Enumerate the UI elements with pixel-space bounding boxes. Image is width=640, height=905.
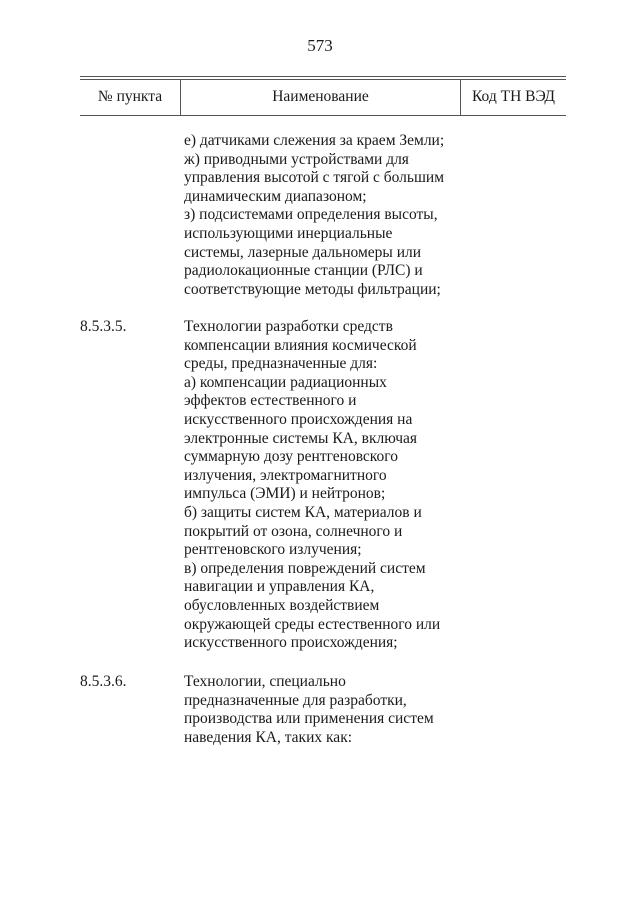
header-code: Код ТН ВЭД bbox=[471, 88, 555, 105]
text-line: искусственного происхождения на bbox=[184, 410, 413, 428]
text-line: электронные системы КА, включая bbox=[184, 429, 417, 447]
text-line: а) компенсации радиационных bbox=[184, 373, 387, 391]
text-line: б) защиты систем КА, материалов и bbox=[184, 503, 422, 521]
text-line: покрытий от озона, солнечного и bbox=[184, 522, 403, 540]
text-line: окружающей среды естественного или bbox=[184, 615, 441, 633]
text-line: Технологии, специально bbox=[184, 673, 346, 690]
entry-number: 8.5.3.6. bbox=[80, 673, 127, 690]
text-line: Технологии разработки средств bbox=[184, 318, 393, 335]
page-number: 573 bbox=[307, 36, 333, 55]
table-top-rule bbox=[80, 76, 566, 77]
text-line: е) датчиками слежения за краем Земли; bbox=[184, 132, 445, 149]
text-line: рентгеновского излучения; bbox=[184, 541, 362, 559]
text-line: предназначенные для разработки, bbox=[184, 691, 407, 709]
text-line: ж) приводными устройствами для bbox=[184, 150, 409, 168]
text-line: импульса (ЭМИ) и нейтронов; bbox=[184, 485, 386, 503]
text-line: суммарную дозу рентгеновского bbox=[184, 448, 399, 466]
text-line: управления высотой с тягой с большим bbox=[184, 169, 445, 187]
text-line: производства или применения систем bbox=[184, 710, 434, 728]
text-line: системы, лазерные дальномеры или bbox=[184, 243, 422, 261]
text-line: соответствующие методы фильтрации; bbox=[184, 280, 441, 298]
text-line: радиолокационные станции (РЛС) и bbox=[184, 262, 423, 280]
continuation-text bbox=[184, 132, 474, 299]
table-header-bottom-rule bbox=[80, 115, 566, 116]
header-item-number: № пункта bbox=[97, 88, 163, 105]
text-line: среды, предназначенные для: bbox=[184, 355, 378, 373]
text-line: обусловленных воздействием bbox=[184, 596, 380, 614]
text-line: динамическим диапазоном; bbox=[184, 187, 367, 205]
entry-number: 8.5.3.5. bbox=[80, 318, 127, 335]
text-line: навигации и управления КА, bbox=[184, 578, 375, 596]
entry-text bbox=[184, 318, 474, 653]
text-line: наведения КА, таких как: bbox=[184, 728, 353, 746]
text-line: искусственного происхождения; bbox=[184, 634, 398, 652]
text-line: в) определения повреждений систем bbox=[184, 559, 426, 577]
text-line: использующими инерциальные bbox=[184, 224, 393, 242]
text-line: излучения, электромагнитного bbox=[184, 466, 387, 484]
text-line: компенсации влияния космической bbox=[184, 336, 417, 354]
text-line: з) подсистемами определения высоты, bbox=[184, 206, 438, 224]
entry-text bbox=[184, 673, 474, 747]
text-line: эффектов естественного и bbox=[184, 392, 357, 410]
header-name: Наименование bbox=[272, 88, 369, 105]
